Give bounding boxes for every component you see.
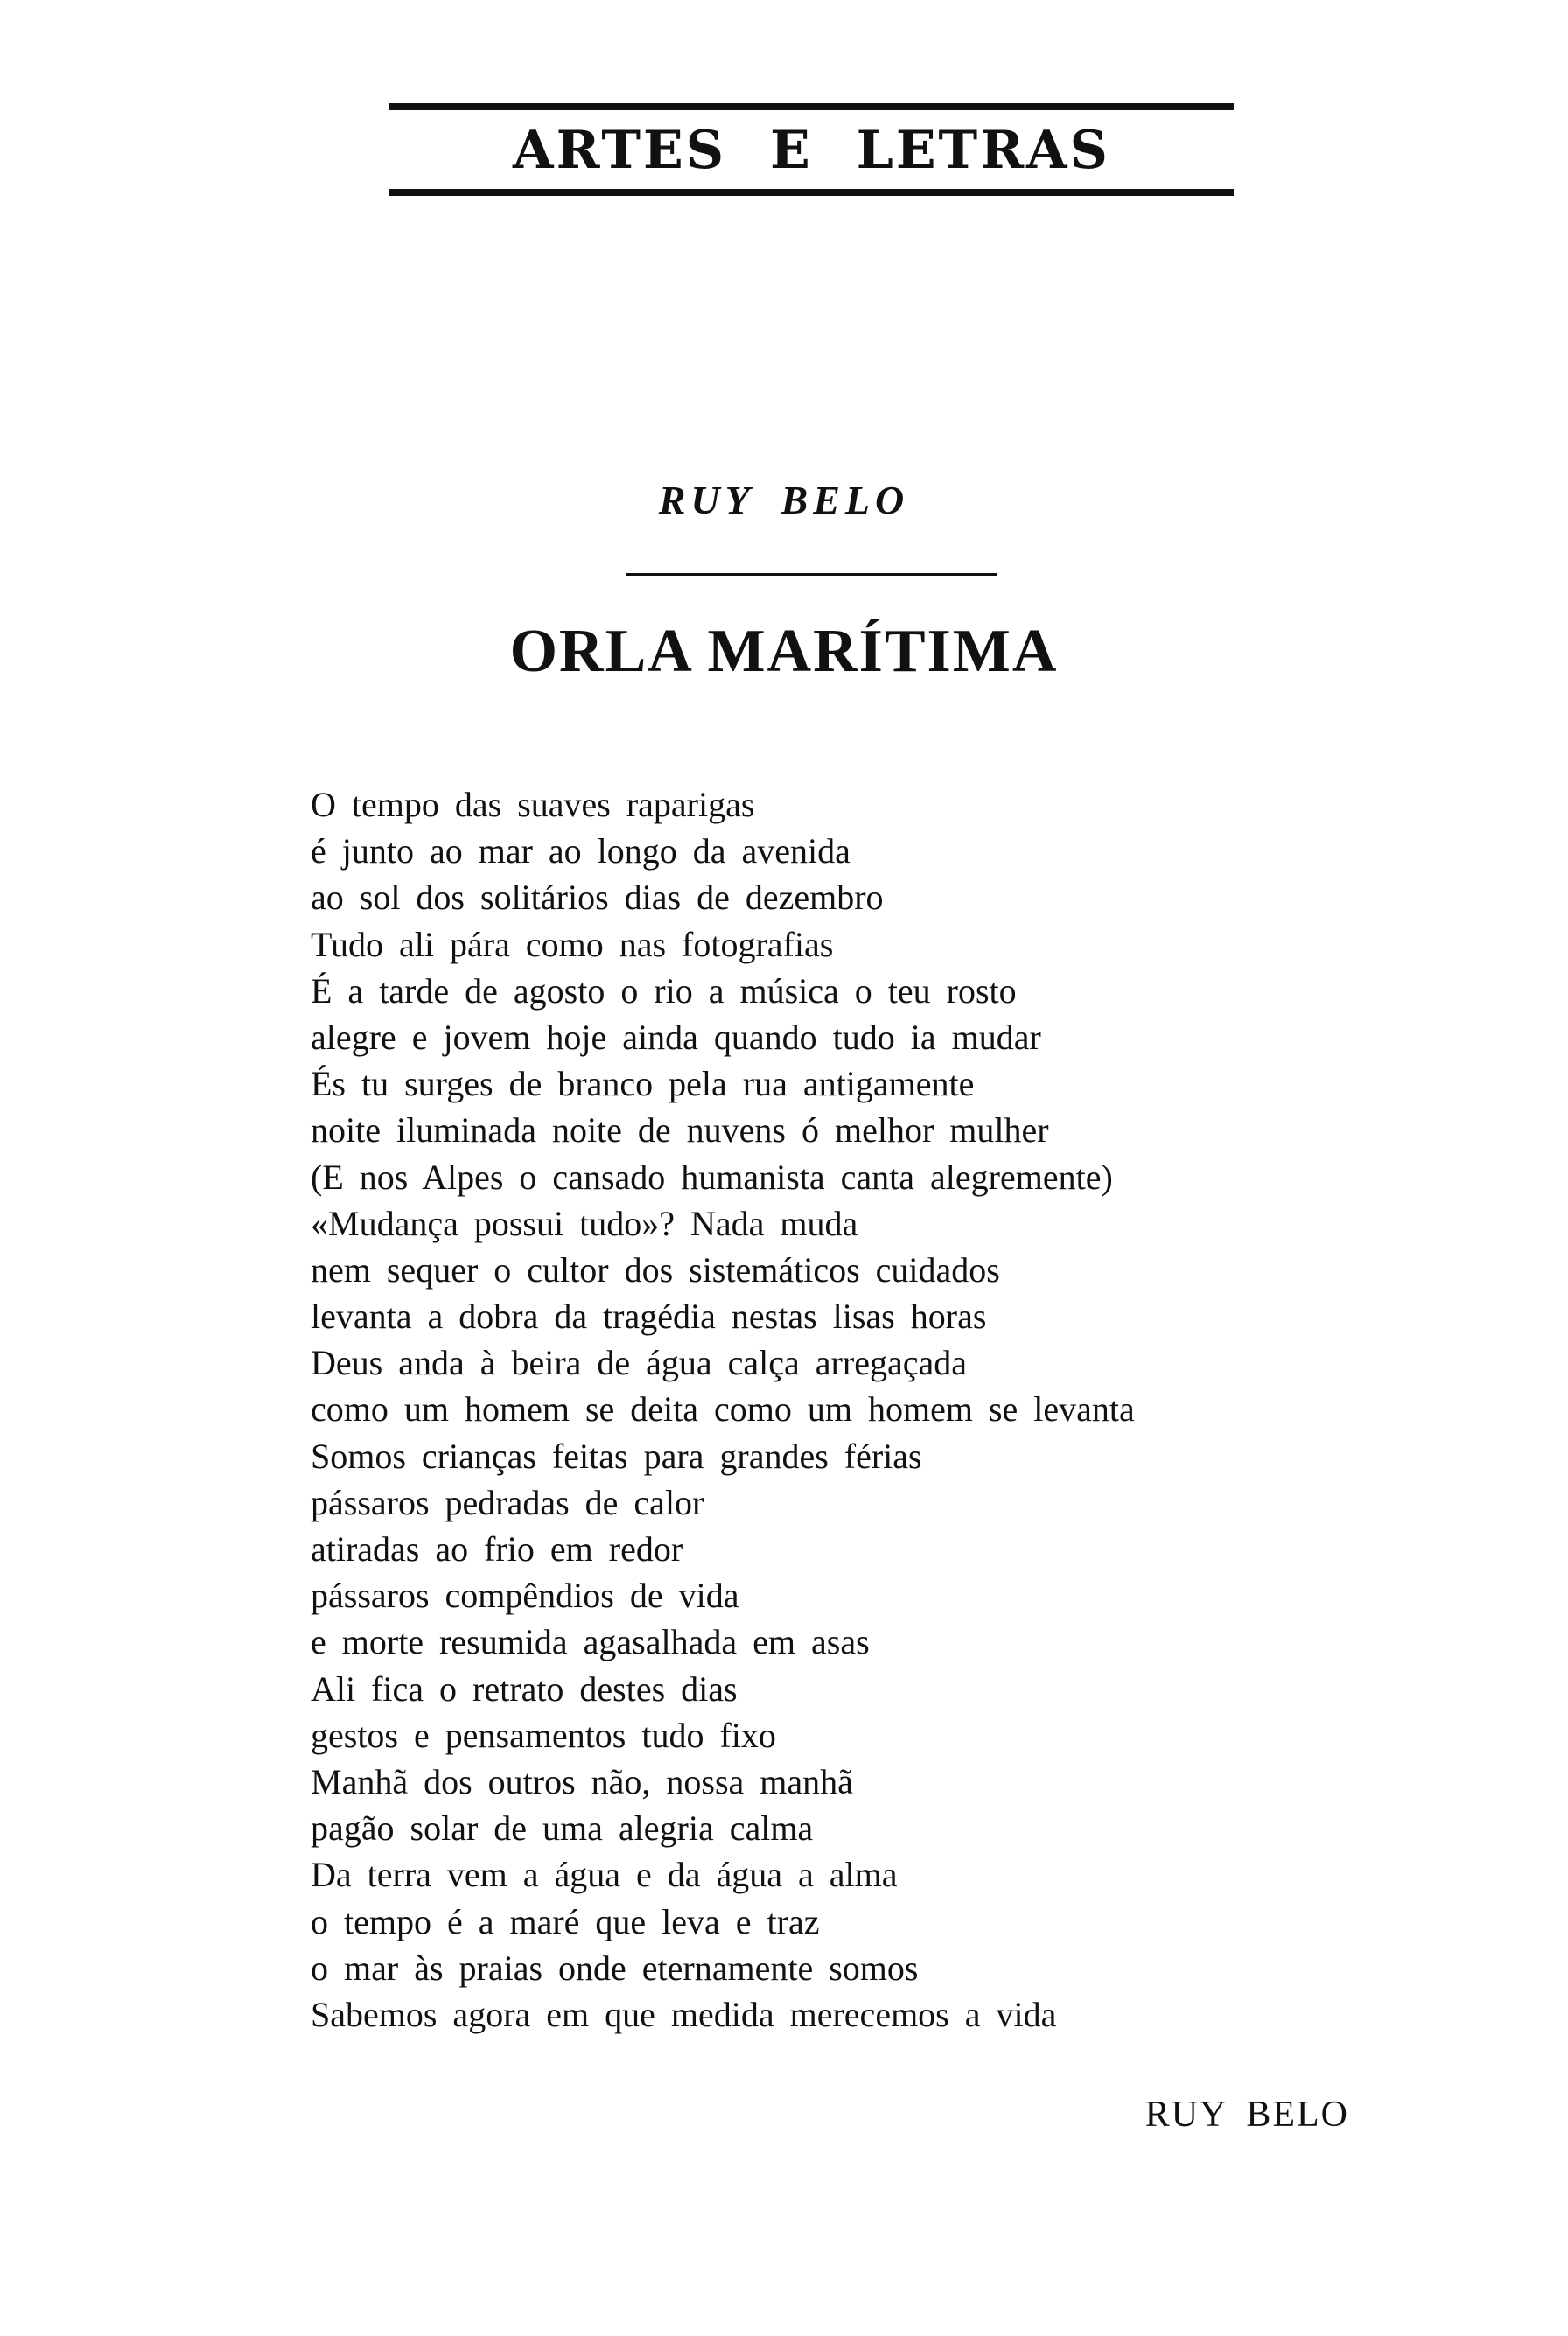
poem-line: Ali fica o retrato destes dias (311, 1668, 738, 1709)
poem-body (311, 781, 1404, 2038)
poem-line: Manhã dos outros não, nossa manhã (311, 1761, 853, 1801)
poem-line: pagão solar de uma alegria calma (311, 1808, 814, 1849)
author-signature: RUY BELO (1144, 2095, 1349, 2135)
poem-line: Tudo ali pára como nas fotografias (311, 924, 834, 964)
poem-line: e morte resumida agasalhada em asas (311, 1622, 870, 1662)
poem-title: ORLA MARÍTIMA (509, 618, 1059, 685)
poem-line: «Mudança possui tudo»? Nada muda (311, 1203, 858, 1243)
poem-line: O tempo das suaves raparigas (311, 785, 755, 824)
header-top-rule (389, 103, 1234, 110)
poem-line: o tempo é a maré que leva e traz (311, 1901, 820, 1941)
poem-line: Deus anda à beira de água calça arregaçada (311, 1343, 967, 1383)
poem-line: pássaros pedradas de calor (311, 1482, 704, 1522)
poem-line: alegre e jovem hoje ainda quando tudo ia mudar (311, 1017, 1041, 1057)
poem-line: é junto ao mar ao longo da avenida (311, 831, 850, 871)
poem-line: atiradas ao frio em redor (311, 1529, 683, 1569)
poem-line: como um homem se deita como um homem se levanta (311, 1389, 1135, 1430)
poem-line: nem sequer o cultor dos sistemáticos cuidados (311, 1249, 1000, 1290)
poem-line: pássaros compêndios de vida (311, 1576, 739, 1616)
poem-line: És tu surges de branco pela rua antigamente (311, 1064, 975, 1104)
poem-line: Sabemos agora em que medida merecemos a vida (311, 1994, 1057, 2034)
poem-line: gestos e pensamentos tudo fixo (311, 1715, 776, 1755)
poem-line: noite iluminada noite de nuvens ó melhor mulher (311, 1110, 1049, 1151)
poem-line: levanta a dobra da tragédia nestas lisas horas (311, 1297, 987, 1337)
author-name: RUY BELO (658, 478, 910, 522)
poem-line: É a tarde de agosto o rio a música o teu rosto (311, 970, 1017, 1011)
poem-line: Da terra vem a água e da água a alma (311, 1855, 898, 1895)
header-bottom-rule (389, 189, 1234, 196)
section-header: ARTES E LETRAS (513, 120, 1110, 181)
poem-line: Somos crianças feitas para grandes férias (311, 1436, 922, 1476)
poem-line: o mar às praias onde eternamente somos (311, 1948, 919, 1988)
poem-line: (E nos Alpes o cansado humanista canta alegremente) (311, 1157, 1113, 1197)
title-divider (626, 573, 998, 576)
poem-line: ao sol dos solitários dias de dezembro (311, 878, 884, 918)
